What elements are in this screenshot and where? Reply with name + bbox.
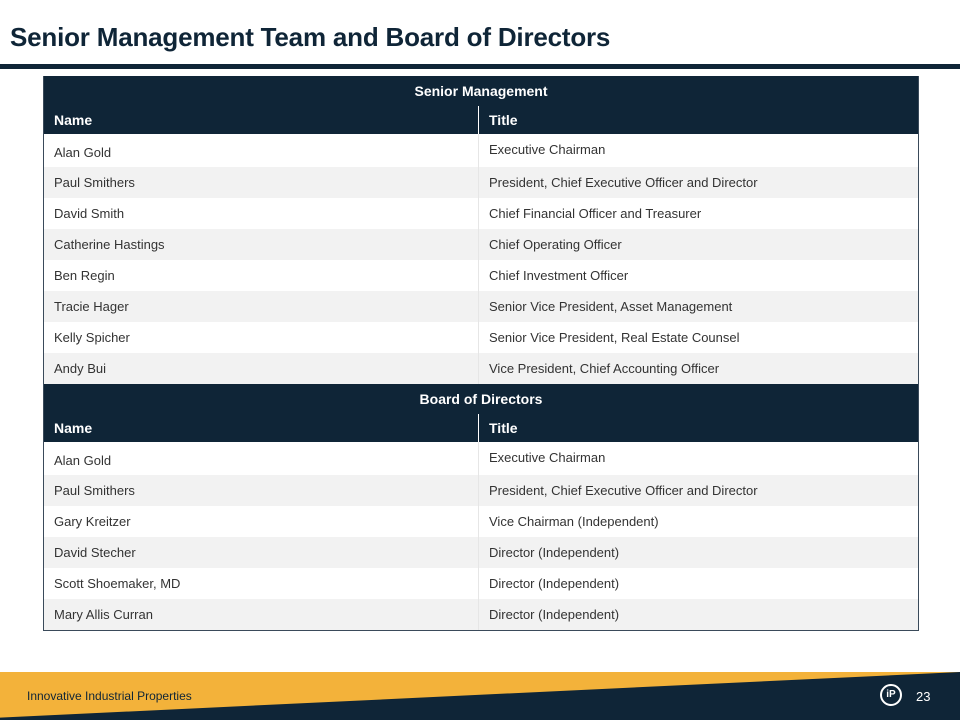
person-title: Director (Independent)	[489, 576, 620, 591]
column-header-title: Title	[489, 112, 518, 128]
page-title: Senior Management Team and Board of Directors	[10, 22, 611, 52]
person-name: Paul Smithers	[44, 475, 479, 506]
table-row	[44, 599, 918, 630]
page-number: 23	[916, 689, 931, 704]
person-name: David Smith	[44, 198, 479, 229]
person-name: Kelly Spicher	[44, 322, 479, 353]
table-row	[44, 229, 918, 260]
person-name: Tracie Hager	[44, 291, 479, 322]
table-row	[44, 568, 918, 599]
table-row	[44, 291, 918, 322]
table-row	[44, 353, 918, 384]
person-name: David Stecher	[44, 537, 479, 568]
column-header-row	[44, 414, 918, 442]
person-title: Senior Vice President, Real Estate Counsel	[489, 330, 740, 345]
column-header-name: Name	[44, 414, 479, 442]
person-title: Executive Chairman	[489, 142, 606, 157]
column-header-name: Name	[44, 106, 479, 134]
person-title: Director (Independent)	[489, 545, 620, 560]
person-title: President, Chief Executive Officer and Director	[489, 483, 758, 498]
table-row	[44, 322, 918, 353]
footer-company-name: Innovative Industrial Properties	[27, 689, 192, 703]
section-heading-senior-management: Senior Management	[44, 76, 918, 106]
table-row	[44, 134, 918, 167]
person-title: Chief Financial Officer and Treasurer	[489, 206, 702, 221]
person-name: Scott Shoemaker, MD	[44, 568, 479, 599]
person-title: Director (Independent)	[489, 607, 620, 622]
table-row	[44, 475, 918, 506]
table-row	[44, 260, 918, 291]
person-title: Executive Chairman	[489, 450, 606, 465]
person-name: Andy Bui	[44, 353, 479, 384]
table-row	[44, 167, 918, 198]
person-name: Mary Allis Curran	[44, 599, 479, 630]
person-title: Chief Investment Officer	[489, 268, 629, 283]
person-title: President, Chief Executive Officer and Director	[489, 175, 758, 190]
person-title: Chief Operating Officer	[489, 237, 622, 252]
section-heading-board-of-directors: Board of Directors	[44, 384, 918, 414]
person-name: Ben Regin	[44, 260, 479, 291]
person-title: Senior Vice President, Asset Management	[489, 299, 733, 314]
person-name: Alan Gold	[44, 134, 479, 167]
person-title: Vice Chairman (Independent)	[489, 514, 659, 529]
table-row	[44, 198, 918, 229]
table-row	[44, 506, 918, 537]
person-title: Vice President, Chief Accounting Officer	[489, 361, 720, 376]
table-row	[44, 537, 918, 568]
person-name: Catherine Hastings	[44, 229, 479, 260]
leadership-table	[43, 76, 919, 631]
column-header-row	[44, 106, 918, 134]
title-divider	[0, 64, 960, 69]
company-logo: iP	[880, 684, 902, 706]
person-name: Paul Smithers	[44, 167, 479, 198]
person-name: Alan Gold	[44, 442, 479, 475]
column-header-title: Title	[489, 420, 518, 436]
person-name: Gary Kreitzer	[44, 506, 479, 537]
table-row	[44, 442, 918, 475]
